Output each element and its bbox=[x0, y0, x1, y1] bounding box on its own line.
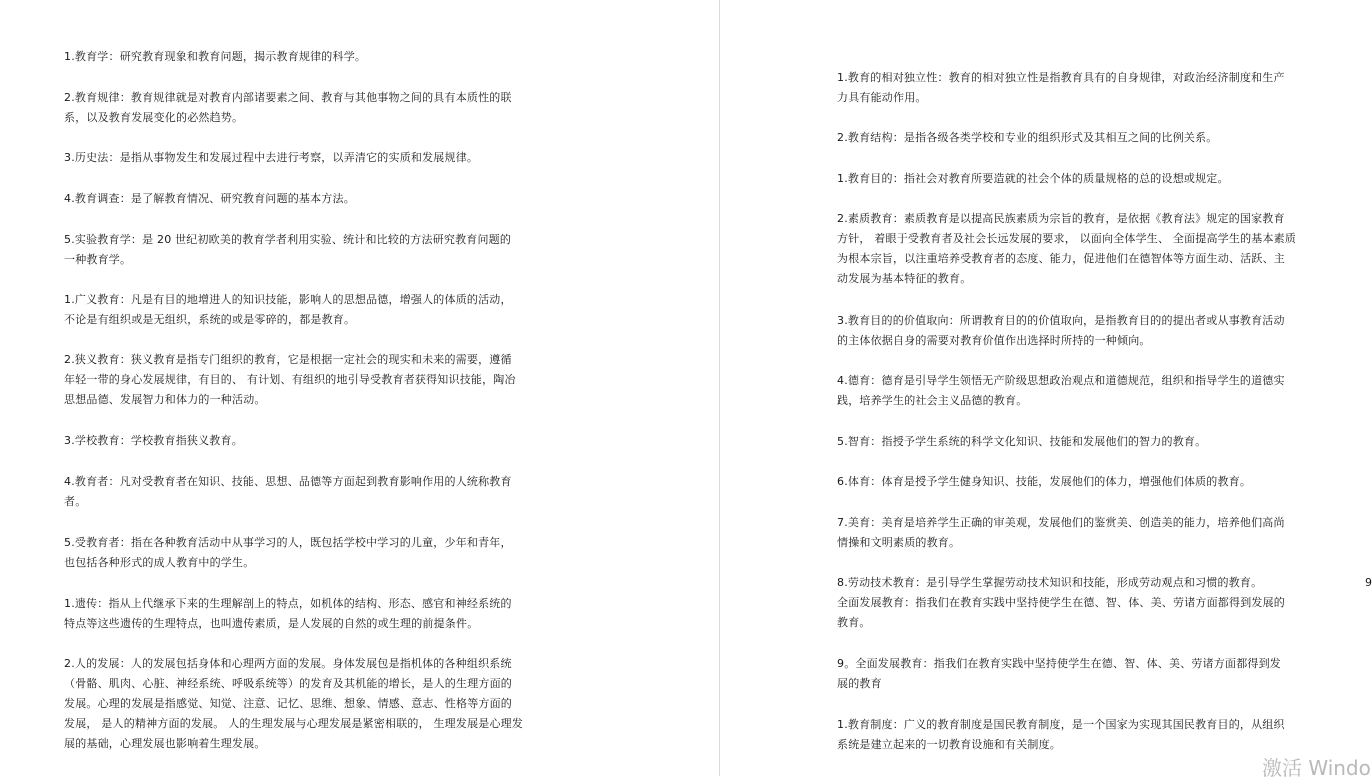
left-paragraph bbox=[64, 350, 516, 410]
paragraph-line: 1.教育的相对独立性：教育的相对独立性是指教育具有的自身规律，对政治经济制度和生产 bbox=[837, 71, 1285, 84]
paragraph-line: 特点等这些遗传的生理特点，也叫遗传素质，是人发展的自然的或生理的前提条件。 bbox=[64, 617, 479, 630]
left-paragraph bbox=[64, 654, 523, 754]
paragraph-line: 年轻一带的身心发展规律，有目的、 有计划、有组织的地引导受教育者获得知识技能，陶冶 bbox=[64, 373, 516, 386]
paragraph-line: 系，以及教育发展变化的必然趋势。 bbox=[64, 111, 244, 124]
paragraph-line: 1.教育制度：广义的教育制度是国民教育制度，是一个国家为实现其国民教育目的，从组织 bbox=[837, 718, 1285, 731]
paragraph-line: 教育。 bbox=[837, 616, 871, 629]
paragraph-line: （骨骼、肌肉、心脏、神经系统、呼吸系统等）的发育及其机能的增长，是人的生理方面的 bbox=[64, 677, 512, 690]
paragraph-line: 动发展为基本特征的教育。 bbox=[837, 272, 972, 285]
paragraph-line: 不论是有组织或是无组织，系统的或是零碎的，都是教育。 bbox=[64, 313, 356, 326]
left-paragraph bbox=[64, 47, 366, 67]
paragraph-line: 3.教育目的的价值取向：所谓教育目的的价值取向，是指教育目的的提出者或从事教育活动 bbox=[837, 314, 1285, 327]
paragraph-line: 4.德育：德育是引导学生领悟无产阶级思想政治观点和道德规范，组织和指导学生的道德实 bbox=[837, 374, 1285, 387]
paragraph-line: 全面发展教育：指我们在教育实践中坚持使学生在德、智、体、美、劳诸方面都得到发展的 bbox=[837, 596, 1285, 609]
paragraph-line: 1.遗传：指从上代继承下来的生理解剖上的特点，如机体的结构、形态、感官和神经系统的 bbox=[64, 597, 512, 610]
page-edge-mark: 9 bbox=[1365, 576, 1372, 589]
left-paragraph bbox=[64, 290, 512, 330]
paragraph-line: 3.历史法：是指从事物发生和发展过程中去进行考察，以弄清它的实质和发展规律。 bbox=[64, 151, 479, 164]
paragraph-line: 展的教育 bbox=[837, 677, 882, 690]
left-paragraph bbox=[64, 189, 355, 209]
page-divider bbox=[719, 0, 720, 776]
paragraph-line: 2.狭义教育：狭义教育是指专门组织的教育，它是根据一定社会的现实和未来的需要，遵循 bbox=[64, 353, 512, 366]
paragraph-line: 5.受教育者：指在各种教育活动中从事学习的人，既包括学校中学习的儿童，少年和青年， bbox=[64, 536, 512, 549]
right-paragraph bbox=[837, 169, 1229, 189]
paragraph-line: 思想品德、发展智力和体力的一种活动。 bbox=[64, 393, 266, 406]
right-paragraph bbox=[837, 513, 1285, 553]
paragraph-line: 发展， 是人的精神方面的发展。 人的生理发展与心理发展是紧密相联的， 生理发展是心理发 bbox=[64, 717, 524, 730]
paragraph-line: 发展。心理的发展是指感觉、知觉、注意、记忆、思维、想象、情感、意志、性格等方面的 bbox=[64, 697, 512, 710]
paragraph-line: 力具有能动作用。 bbox=[837, 91, 927, 104]
paragraph-line: 3.学校教育：学校教育指狭义教育。 bbox=[64, 434, 243, 447]
paragraph-line: 践，培养学生的社会主义品德的教育。 bbox=[837, 394, 1028, 407]
right-paragraph bbox=[837, 573, 1285, 633]
right-paragraph bbox=[837, 472, 1251, 492]
paragraph-line: 2.人的发展：人的发展包括身体和心理两方面的发展。身体发展包是指机体的各种组织系统 bbox=[64, 657, 512, 670]
right-paragraph bbox=[837, 654, 1281, 694]
right-paragraph bbox=[837, 371, 1285, 411]
paragraph-line: 2.教育规律：教育规律就是对教育内部诸要素之间、教育与其他事物之间的具有本质性的联 bbox=[64, 91, 512, 104]
windows-activation-watermark: 激活 Windo bbox=[1262, 756, 1371, 780]
left-paragraph bbox=[64, 431, 243, 451]
paragraph-line: 8.劳动技术教育：是引导学生掌握劳动技术知识和技能，形成劳动观点和习惯的教育。 bbox=[837, 576, 1263, 589]
paragraph-line: 1.教育目的：指社会对教育所要造就的社会个体的质量规格的总的设想或规定。 bbox=[837, 172, 1229, 185]
paragraph-line: 者。 bbox=[64, 495, 87, 508]
paragraph-line: 5.智育：指授予学生系统的科学文化知识、技能和发展他们的智力的教育。 bbox=[837, 435, 1207, 448]
paragraph-line: 6.体育：体育是授予学生健身知识、技能，发展他们的体力，增强他们体质的教育。 bbox=[837, 475, 1252, 488]
left-paragraph bbox=[64, 594, 512, 634]
left-paragraph bbox=[64, 148, 478, 168]
right-paragraph bbox=[837, 209, 1296, 289]
left-paragraph bbox=[64, 230, 511, 270]
paragraph-line: 5.实验教育学：是 20 世纪初欧美的教育学者利用实验、统计和比较的方法研究教育问题的 bbox=[64, 233, 512, 246]
paragraph-line: 2.素质教育：素质教育是以提高民族素质为宗旨的教育，是依据《教育法》规定的国家教育 bbox=[837, 212, 1285, 225]
left-paragraph bbox=[64, 88, 512, 128]
right-paragraph bbox=[837, 68, 1285, 108]
right-paragraph bbox=[837, 128, 1218, 148]
paragraph-line: 一种教育学。 bbox=[64, 253, 132, 266]
paragraph-line: 为根本宗旨，以注重培养受教育者的态度、能力，促进他们在德智体等方面生动、活跃、主 bbox=[837, 252, 1285, 265]
right-paragraph bbox=[837, 311, 1285, 351]
paragraph-line: 的主体依据自身的需要对教育价值作出选择时所持的一种倾向。 bbox=[837, 334, 1151, 347]
paragraph-line: 1.教育学：研究教育现象和教育问题，揭示教育规律的科学。 bbox=[64, 50, 367, 63]
paragraph-line: 方针， 着眼于受教育者及社会长远发展的要求， 以面向全体学生、 全面提高学生的基本素质 bbox=[837, 232, 1297, 245]
paragraph-line: 1.广义教育：凡是有目的地增进人的知识技能，影响人的思想品德，增强人的体质的活动， bbox=[64, 293, 512, 306]
paragraph-line: 系统是建立起来的一切教育设施和有关制度。 bbox=[837, 738, 1061, 751]
paragraph-line: 4.教育调查：是了解教育情况、研究教育问题的基本方法。 bbox=[64, 192, 355, 205]
left-paragraph bbox=[64, 533, 512, 573]
paragraph-line: 也包括各种形式的成人教育中的学生。 bbox=[64, 556, 255, 569]
paragraph-line: 情操和文明素质的教育。 bbox=[837, 536, 961, 549]
paragraph-line: 9。全面发展教育：指我们在教育实践中坚持使学生在德、智、体、美、劳诸方面都得到发 bbox=[837, 657, 1281, 670]
right-paragraph bbox=[837, 432, 1206, 452]
paragraph-line: 展的基础，心理发展也影响着生理发展。 bbox=[64, 737, 266, 750]
paragraph-line: 2.教育结构：是指各级各类学校和专业的组织形式及其相互之间的比例关系。 bbox=[837, 131, 1218, 144]
paragraph-line: 7.美育：美育是培养学生正确的审美观，发展他们的鉴赏美、创造美的能力，培养他们高尚 bbox=[837, 516, 1285, 529]
left-paragraph bbox=[64, 472, 512, 512]
right-paragraph bbox=[837, 715, 1285, 755]
paragraph-line: 4.教育者：凡对受教育者在知识、技能、思想、品德等方面起到教育影响作用的人统称教育 bbox=[64, 475, 512, 488]
